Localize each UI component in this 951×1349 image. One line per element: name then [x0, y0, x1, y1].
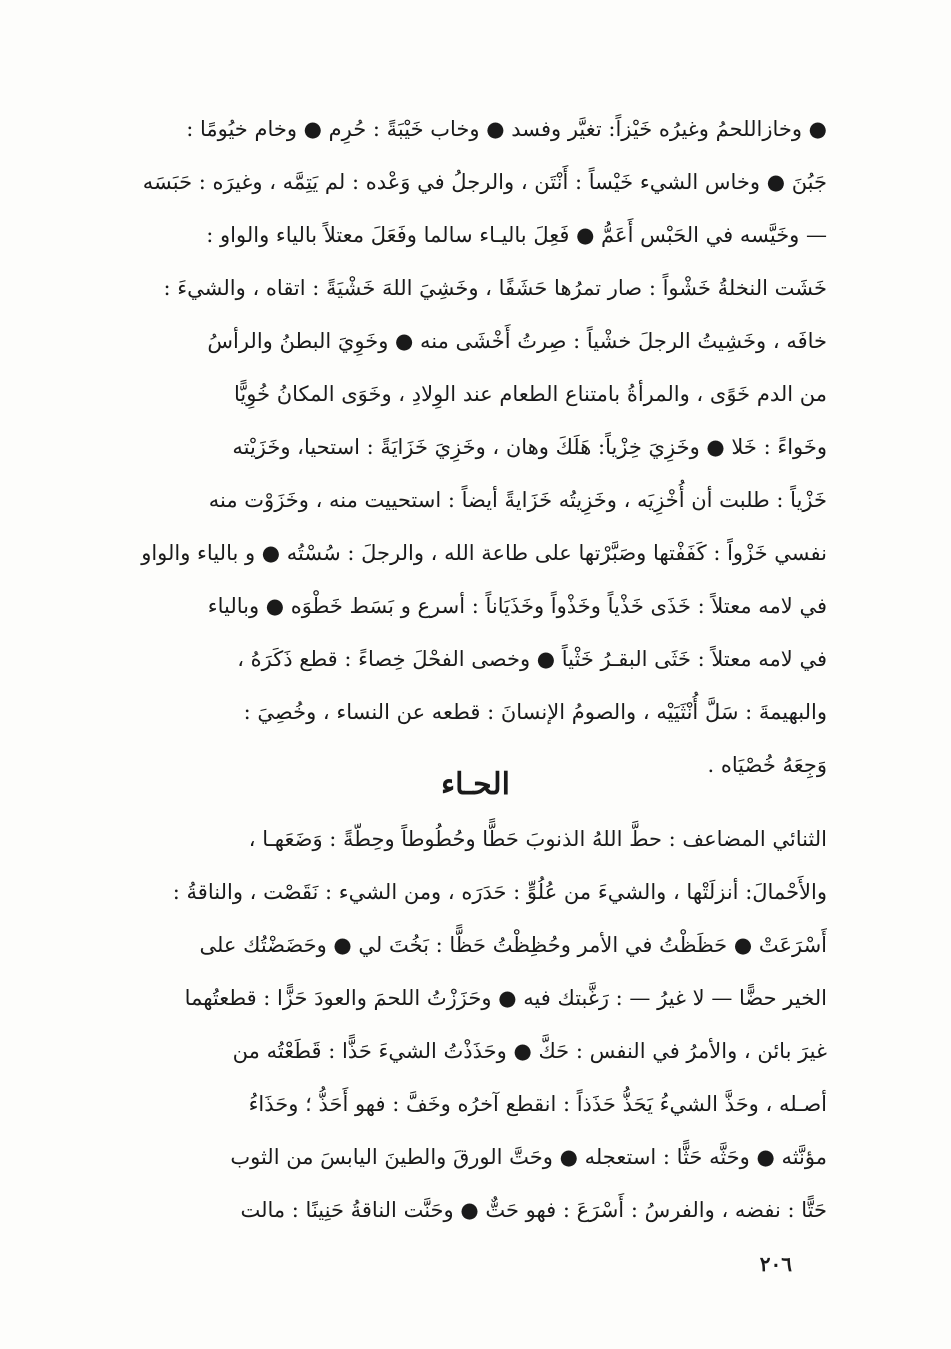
- text-line: الثنائي المضاعف : حطَّ اللهُ الذنوبَ حَطًّا وحُطُوطاً وحِطّةً : وَضَعَهـا ،: [248, 827, 827, 851]
- page-number: ٢٠٦: [759, 1252, 792, 1276]
- text-line: والأَحْمالَ: أنزلَتْها ، والشيءَ من عُلُوٍّ : حَدَرَه ، ومن الشيء : نَقَصْت ، والناقةُ :: [172, 880, 827, 904]
- top-paragraph: [112, 103, 827, 792]
- text-line: حَتًّا : نفضه ، والفرسُ : أَسْرَعَ : فهو حَتٌّ ● وحَنَّت الناقةُ حَنِينًا : مالت: [240, 1198, 827, 1222]
- text-line: وخَواءً : خَلا ● وخَزِيَ خِزْياً: هَلَكَ وهان ، وخَزِيَ خَزَايَةً : استحيا، وخَزَيْته: [232, 435, 827, 459]
- text-line: الخير حضًّا — لا غيرُ — : رَغَّبتك فيه ● وحَزَزْتُ اللحمَ والعودَ حَزًّا : قطعتُهما: [184, 986, 827, 1010]
- text-line: وَجِعَهُ خُصْيَاه .: [707, 753, 827, 777]
- bottom-paragraph: [112, 813, 827, 1237]
- text-line: أصـله ، وحَذَّ الشيءُ يَحَذُّ حَذَذاً : انقطع آخرُه وخَفَّ : فهو أَحَذُّ ؛ وحَذَاءُ: [248, 1092, 827, 1116]
- text-line: نفسي خَزْواً : كَفَفْتها وصَبَّرْتها على طاعة الله ، والرجلَ : سُسْتُه ● و بالياء والواو: [141, 541, 827, 565]
- text-line: ● وخازاللحمُ وغيرُه خَيْزاً: تغيَّر وفسد ● وخاب خَيْبَةً : حُرِم ● وخام خيُومًا :: [186, 117, 827, 141]
- text-line: — وخَيَّسه في الحَبْس أَعَمُّ ● فَعِلَ باليـاء سالما وفَعَلَ معتلاً بالياء والواو :: [206, 223, 827, 247]
- text-line: والبهيمةَ : سَلَّ أُنْثَيَيْه ، والصومُ الإنسانَ : قطعه عن النساء ، وخُصِيَ :: [243, 700, 827, 724]
- text-line: خَشَت النخلةُ خَشْواً : صار تمرُها حَشَفًا ، وخَشِيَ اللهَ خَشْيَةً : اتقاه ، والشيءَ :: [163, 276, 827, 300]
- text-line: في لامه معتلاً : خَثَى البقـرُ خَثْياً ● وخصى الفحْلَ خِصاءً : قطع ذَكَرَهُ ،: [237, 647, 827, 671]
- text-line: خَزْياً : طلبت أن أُخْزِيَه ، وخَزِيتُه خَزَايةً أيضاً : استحييت منه ، وخَزَوْت منه: [208, 488, 827, 512]
- text-line: أَسْرَعَتْ ● حَظَظْتُ في الأمر وحُظِظْتُ حَظًّا : بَخُتَ لي ● وحَضَضْتُك على: [199, 933, 827, 957]
- text-line: في لامه معتلاً : خَذَى خَذْياً وخَذْواً وخَذَيَاناً : أسرع و بَسَط خَطْوَه ● وبالياء: [207, 594, 827, 618]
- text-line: خافَه ، وخَشِيتُ الرجلَ خشْياً : صِرتُ أَخْشَى منه ● وخَوِيَ البطنُ والرأسُ: [207, 329, 827, 353]
- text-line: مؤنَّثه ● وحَثَّه حَثًّا : استعجله ● وحَتَّ الورقَ والطينَ اليابسَ من الثوب: [230, 1145, 827, 1169]
- text-line: غيرَ بائن ، والأمرُ في النفس : حَكَّ ● وحَذَذْتُ الشيءَ حَذًّا : قَطَعْتُه من: [232, 1039, 827, 1063]
- text-line: جَبُنَ ● وخاس الشيء خَيْساً : أَنْتَن ، والرجلُ في وَعْده : لم يَتِمَّه ، وغيرَه : حَبَسَه: [142, 170, 827, 194]
- section-heading: الحـاء: [441, 767, 510, 802]
- text-line: من الدم خَوًى ، والمرأةُ بامتناع الطعام عند الوِلادِ ، وخَوَى المكانُ خُوِيًّا: [233, 382, 827, 406]
